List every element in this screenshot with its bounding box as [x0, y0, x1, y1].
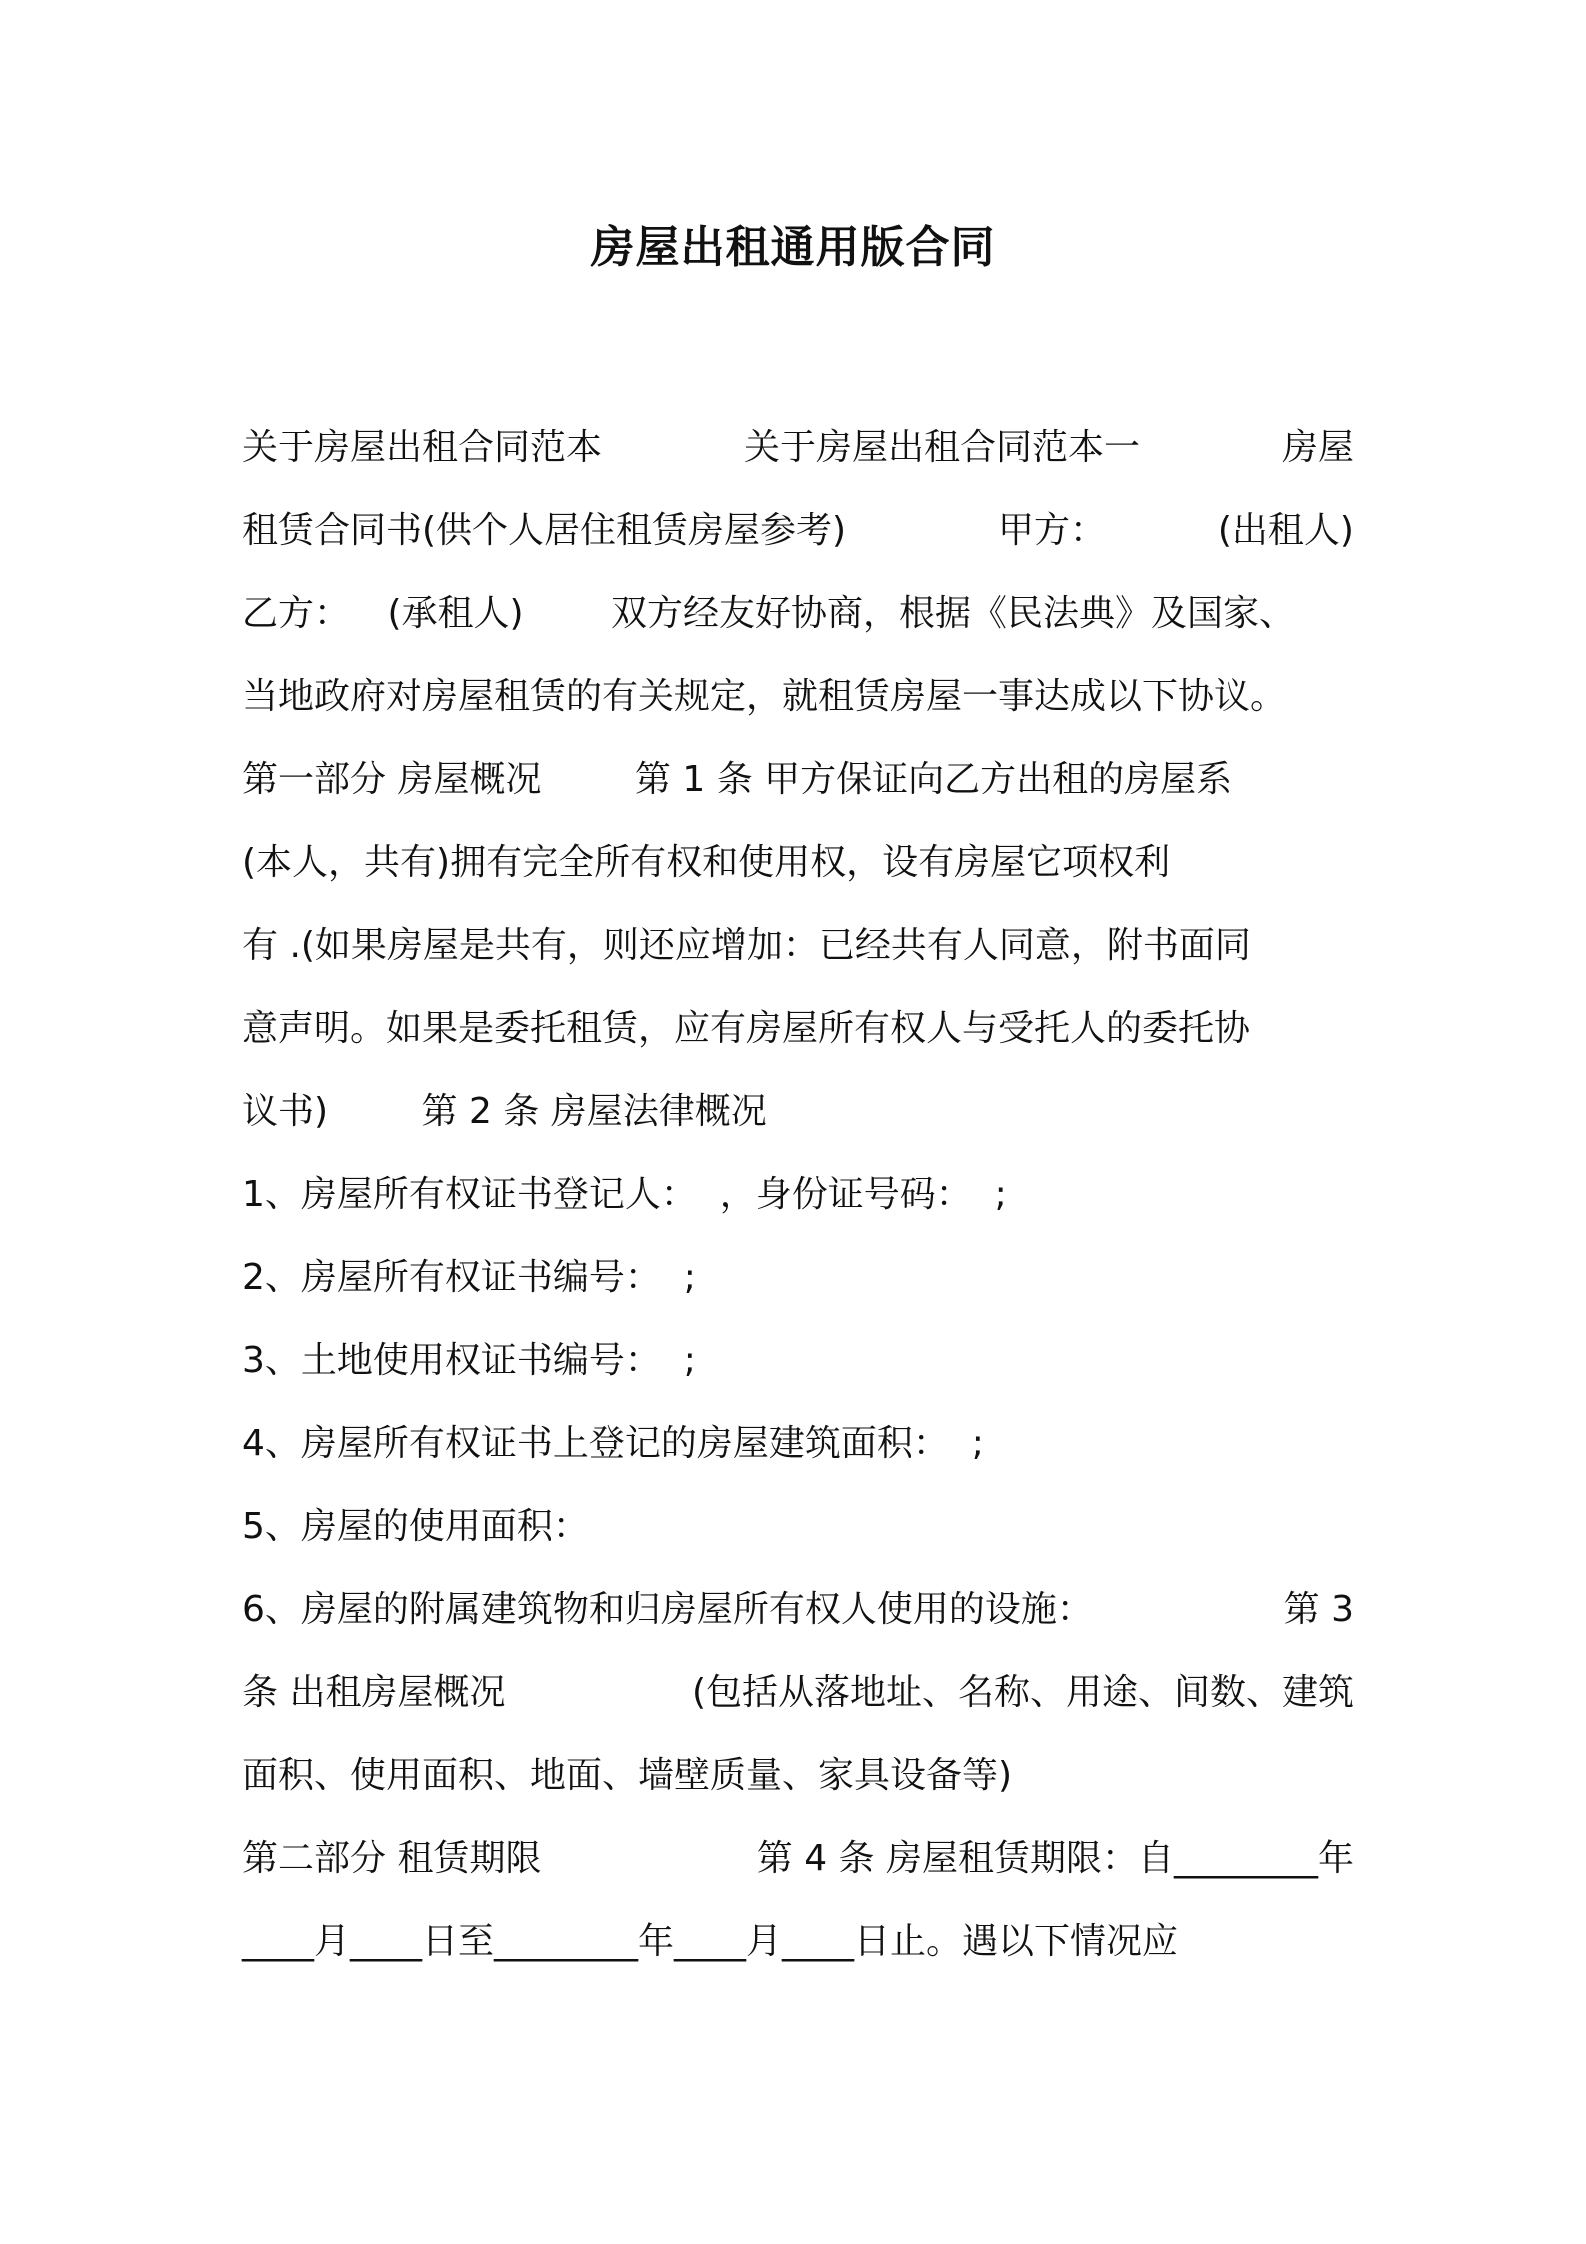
- text-segment: 议书): [242, 1091, 329, 1132]
- text-segment: (本人，共有)拥有完全所有权和使用权，设有房屋它项权利: [242, 842, 1171, 883]
- text-line: [242, 406, 1354, 489]
- text-segment: 第 3: [1283, 1589, 1354, 1630]
- text-segment: 当地政府对房屋租赁的有关规定，就租赁房屋一事达成以下协议。: [242, 676, 1287, 717]
- text-line: [242, 1900, 1354, 1983]
- text-segment: 5、房屋的使用面积：: [242, 1506, 589, 1547]
- text-line: [242, 572, 1354, 655]
- text-segment: (承租人): [387, 593, 524, 634]
- text-line: [242, 1236, 1354, 1319]
- text-line: [242, 987, 1354, 1070]
- text-line: [242, 655, 1354, 738]
- text-line: [242, 1485, 1354, 1568]
- text-line: [242, 1402, 1354, 1485]
- text-segment: (包括从落地址、名称、用途、间数、建筑: [691, 1672, 1354, 1713]
- text-segment: 关于房屋出租合同范本一: [743, 427, 1140, 468]
- text-segment: 乙方：: [242, 593, 351, 634]
- text-segment: 第 2 条 房屋法律概况: [421, 1091, 767, 1132]
- text-segment: 有 .(如果房屋是共有，则还应增加：已经共有人同意，附书面同: [242, 925, 1251, 966]
- text-line: [242, 1734, 1354, 1817]
- text-segment: (出租人): [1217, 510, 1354, 551]
- text-segment: ____月____日至________年____月____日止。遇以下情况应: [242, 1921, 1179, 1962]
- text-segment: 甲方：: [997, 510, 1106, 551]
- text-line: [242, 1651, 1354, 1734]
- text-segment: 第一部分 房屋概况: [242, 759, 542, 800]
- text-segment: 4、房屋所有权证书上登记的房屋建筑面积： ;: [242, 1423, 984, 1464]
- text-line: [242, 1153, 1354, 1236]
- text-segment: 房屋: [1281, 427, 1354, 468]
- text-line: [242, 821, 1354, 904]
- text-segment: 双方经友好协商，根据《民法典》及国家、: [611, 593, 1296, 634]
- text-line: [242, 1568, 1354, 1651]
- text-segment: 意声明。如果是委托租赁，应有房屋所有权人与受托人的委托协: [242, 1008, 1251, 1049]
- text-segment: 第 1 条 甲方保证向乙方出租的房屋系: [634, 759, 1233, 800]
- text-segment: 第 4 条 房屋租赁期限：自________年: [756, 1838, 1354, 1879]
- text-segment: 2、房屋所有权证书编号： ;: [242, 1257, 696, 1298]
- text-line: [242, 1319, 1354, 1402]
- text-segment: 1、房屋所有权证书登记人： ，身份证号码： ;: [242, 1174, 1007, 1215]
- text-segment: 6、房屋的附属建筑物和归房屋所有权人使用的设施：: [242, 1589, 1093, 1630]
- text-line: [242, 738, 1354, 821]
- text-line: [242, 1070, 1354, 1153]
- text-line: [242, 489, 1354, 572]
- text-line: [242, 904, 1354, 987]
- text-segment: 租赁合同书(供个人居住租赁房屋参考): [242, 510, 847, 551]
- text-segment: 面积、使用面积、地面、墙壁质量、家具设备等): [242, 1755, 1013, 1796]
- text-segment: 3、土地使用权证书编号： ;: [242, 1340, 696, 1381]
- text-segment: 关于房屋出租合同范本: [242, 427, 603, 468]
- text-line: [242, 1817, 1354, 1900]
- text-segment: 条 出租房屋概况: [242, 1672, 506, 1713]
- document-title: 房屋出租通用版合同: [590, 222, 996, 273]
- text-segment: 第二部分 租赁期限: [242, 1838, 542, 1879]
- contract-body: [242, 406, 1354, 1983]
